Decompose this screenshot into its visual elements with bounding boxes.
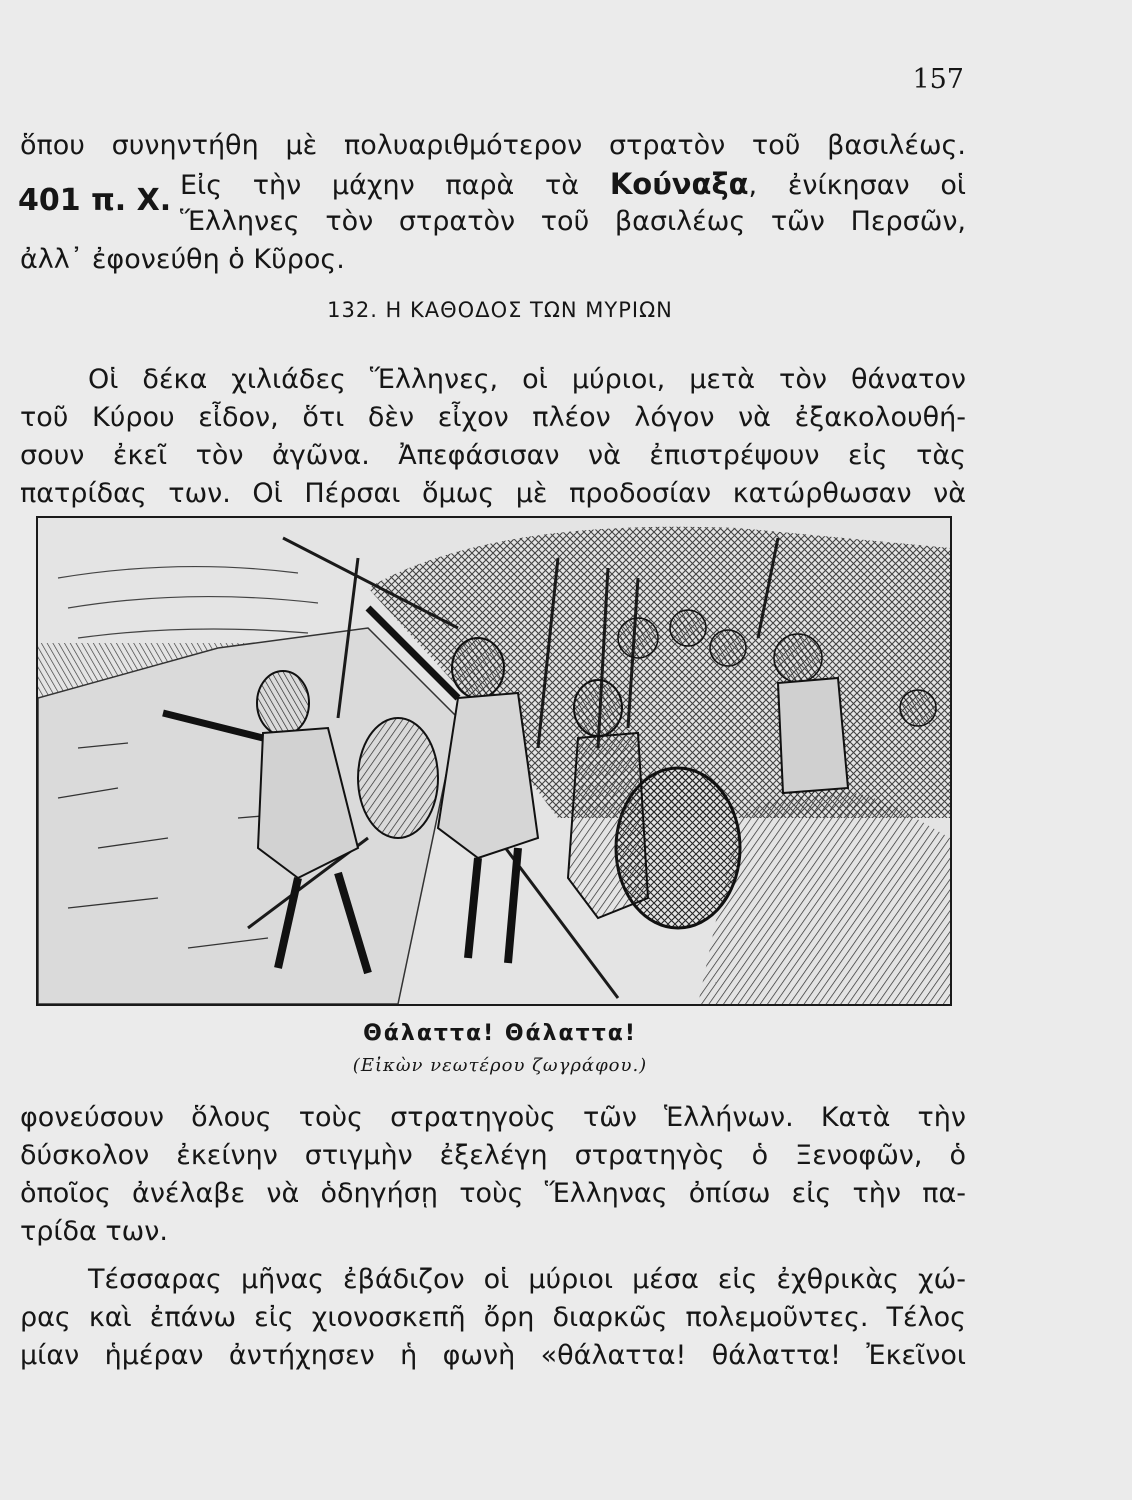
para1-line: Οἱ δέκα χιλιάδες Ἕλληνες, οἱ μύριοι, μετὰ τὸν θάνατον xyxy=(88,364,966,395)
para1-line: πατρίδας των. Οἱ Πέρσαι ὅμως μὲ προδοσίαν κατώρθωσαν νὰ xyxy=(20,478,966,509)
intro-line-2-after: , ἐνίκησαν οἱ xyxy=(748,170,967,201)
illustration-figure xyxy=(36,516,952,1006)
para2-line: δύσκολον ἐκείνην στιγμὴν ἐξελέγη στρατηγὸς ὁ Ξενοφῶν, ὁ xyxy=(20,1140,966,1171)
intro-line-4: ἀλλ᾽ ἐφονεύθη ὁ Κῦρος. xyxy=(20,244,345,275)
section-heading: 132. Η ΚΑΘΟΔΟΣ ΤΩΝ ΜΥΡΙΩΝ xyxy=(327,298,673,322)
figure-credit: (Εἰκὼν νεωτέρου ζωγράφου.) xyxy=(352,1055,648,1076)
para3-line: Τέσσαρας μῆνας ἐβάδιζον οἱ μύριοι μέσα εἰς ἐχθρικὰς χώ- xyxy=(88,1264,966,1295)
intro-line-1: ὅπου συνηντήθη μὲ πολυαριθμότερον στρατὸν τοῦ βασιλέως. xyxy=(20,130,966,161)
para2-line: τρίδα των. xyxy=(20,1216,168,1247)
para2-line: ὁποῖος ἀνέλαβε νὰ ὁδηγήσῃ τοὺς Ἕλληνας ὀπίσω εἰς τὴν πα- xyxy=(20,1178,966,1209)
engraving-illustration xyxy=(38,518,950,1004)
intro-line-3: Ἕλληνες τὸν στρατὸν τοῦ βασιλέως τῶν Περσῶν, xyxy=(180,206,966,237)
para2-line: φονεύσουν ὅλους τοὺς στρατηγοὺς τῶν Ἑλλήνων. Κατὰ τὴν xyxy=(20,1102,966,1133)
margin-date: 401 π. Χ. xyxy=(18,183,172,218)
figure-caption: Θάλαττα! Θάλαττα! xyxy=(363,1021,637,1046)
para3-line: ρας καὶ ἐπάνω εἰς χιονοσκεπῆ ὄρη διαρκῶς πολεμοῦντες. Τέλος xyxy=(20,1302,966,1333)
intro-line-2 xyxy=(180,165,966,205)
para3-line: μίαν ἡμέραν ἀντήχησεν ἡ φωνὴ «θάλαττα! θάλαττα! Ἐκεῖνοι xyxy=(20,1340,966,1371)
page-number: 157 xyxy=(912,64,964,95)
para1-line: σουν ἐκεῖ τὸν ἀγῶνα. Ἀπεφάσισαν νὰ ἐπιστρέψουν εἰς τὰς xyxy=(20,440,966,471)
intro-line-2-before: Εἰς τὴν μάχην παρὰ τὰ xyxy=(180,170,610,201)
para1-line: τοῦ Κύρου εἶδον, ὅτι δὲν εἶχον πλέον λόγον νὰ ἐξακολουθή- xyxy=(20,402,966,433)
place-name-kounaxa: Κούναξα xyxy=(609,167,749,201)
